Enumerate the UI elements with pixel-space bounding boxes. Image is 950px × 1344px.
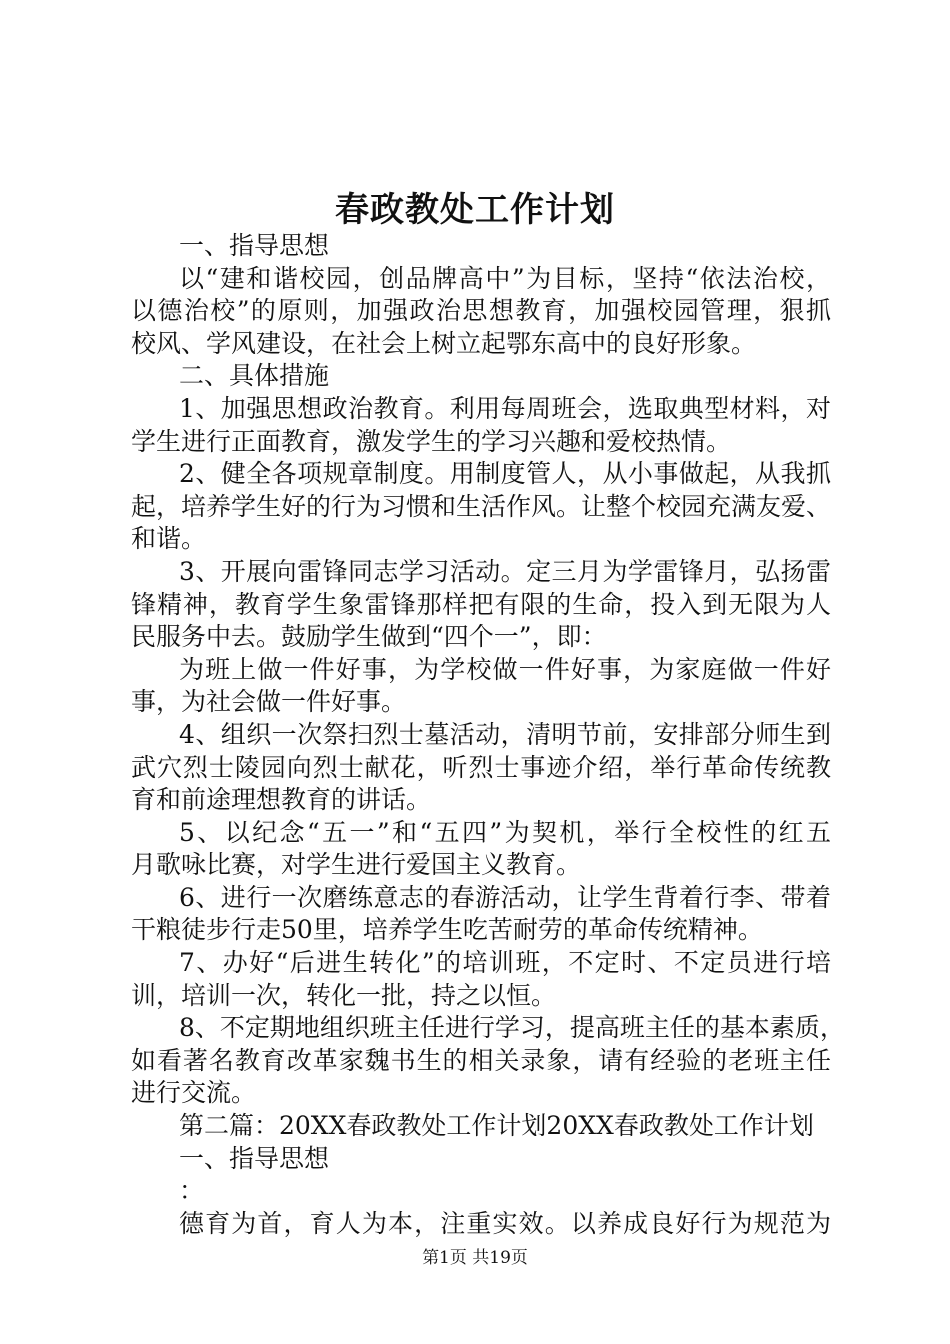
paragraph-line: 德育为首，育人为本，注重实效。以养成良好行为规范为 [179,1208,831,1238]
paragraph-line: 和谐。 [131,524,207,554]
paragraph-line: 5、以纪念“五一”和“五四”为契机，举行全校性的红五 [179,817,831,847]
paragraph-line: 育和前途理想教育的讲话。 [131,785,432,815]
paragraph-line: 7、办好“后进生转化”的培训班，不定时、不定员进行培 [179,948,831,978]
paragraph-line: 8、不定期地组织班主任进行学习，提高班主任的基本素质， [179,1013,845,1043]
paragraph-line: 1、加强思想政治教育。利用每周班会，选取典型材料，对 [179,393,831,423]
paragraph-line: 3、开展向雷锋同志学习活动。定三月为学雷锋月，弘扬雷 [179,556,831,586]
document-body [131,230,845,1240]
document-title: 春政教处工作计划 [335,190,615,230]
paragraph-line: 第二篇：20XX春政教处工作计划20XX春政教处工作计划 [179,1111,814,1141]
paragraph-line: 二、具体措施 [179,361,330,391]
paragraph-line: ： [179,1176,205,1206]
paragraph-line: 学生进行正面教育，激发学生的学习兴趣和爱校热情。 [131,426,732,456]
paragraph-line: 干粮徒步行走50里，培养学生吃苦耐劳的革命传统精神。 [131,915,763,945]
paragraph-line: 为班上做一件好事，为学校做一件好事，为家庭做一件好 [179,654,831,684]
paragraph-line: 2、健全各项规章制度。用制度管人，从小事做起，从我抓 [179,459,831,489]
paragraph-line: 训，培训一次，转化一批，持之以恒。 [131,980,557,1010]
paragraph-line: 武穴烈士陵园向烈士献花，听烈士事迹介绍，举行革命传统教 [131,752,831,782]
paragraph-line: 锋精神，教育学生象雷锋那样把有限的生命，投入到无限为人 [131,589,831,619]
page-footer: 第1页 共19页 [422,1248,528,1268]
paragraph-line: 4、组织一次祭扫烈士墓活动，清明节前，安排部分师生到 [179,719,831,749]
paragraph-line: 月歌咏比赛，对学生进行爱国主义教育。 [131,850,582,880]
paragraph-line: 一、指导思想 [179,1143,330,1173]
paragraph-line: 民服务中去。鼓励学生做到“四个一”，即： [131,622,607,652]
paragraph-line: 进行交流。 [131,1078,257,1108]
paragraph-line: 以“建和谐校园，创品牌高中”为目标，坚持“依法治校， [179,263,831,293]
paragraph-line: 起，培养学生好的行为习惯和生活作风。让整个校园充满友爱、 [131,491,832,521]
paragraph-line: 校风、学风建设，在社会上树立起鄂东高中的良好形象。 [131,328,757,358]
paragraph-line: 如看著名教育改革家魏书生的相关录象，请有经验的老班主任 [131,1045,831,1075]
paragraph-line: 以德治校”的原则，加强政治思想教育，加强校园管理，狠抓 [131,296,831,326]
paragraph-line: 事，为社会做一件好事。 [131,687,407,717]
paragraph-line: 6、进行一次磨练意志的春游活动，让学生背着行李、带着 [179,882,831,912]
paragraph-line: 一、指导思想 [179,231,330,260]
